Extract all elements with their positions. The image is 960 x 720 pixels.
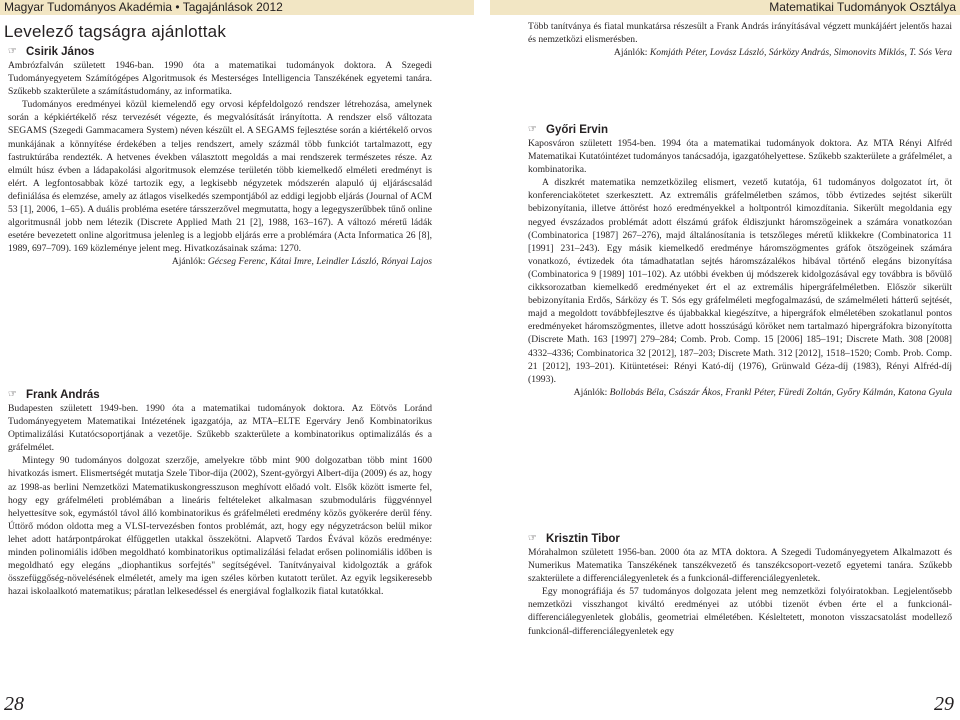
recommenders-names: Bollobás Béla, Császár Ákos, Frankl Péter, Füredi Zoltán, Győry Kálmán, Katona Gyula: [609, 386, 952, 398]
entry-paragraph: A diszkrét matematika nemzetközileg elismert, vezető kutatója, 61 tudományos dolgozatot írt, öt konferenciakötetet szerkesztett. Az extremális gráfelméletben számos, több évtizedes sejtést sikerült bebizonyítania, illetve áttörést hozó eredményekkel a holtpontról kimozdítania. Sikerült megoldania egy negyed évszázados problémát adott élszámú gráfok éldiszjunkt háromszögeinek a számára vonatkozóan (Combinatorica [1987] 267–276), majd általánosítania is tetszőleges méretű klikkekre (Combinatorica 11 [1991] 231–243). Egy másik kiemelkedő eredménye háromszögmentes gráfok ötszögeinek számára vonatkozó, évtizedek óta támadhatatlan sejtés háromszázalékos hibával történő elegáns bizonyítása (Combinatorica 9 [1989] 101–102). Az utóbbi években új módszerek kidolgozásával egy továbbra is bővülő cikksorozatban kiemelkedő eredményeket ért el az extremális hipergráfelméletben. Először sikerült bebizonyítania Erdős, Sárközy és T. Sós egy gráfelméleti megfogalmazású, de számelméleti hátterű sejtését, majd a megoldott továbbfejlesztve és újabbakkal kiegészítve, a hipergráfok elméletében szokatlanul pontos eredményeket háromszögmentes, illetve adott hosszúságú köröket nem tartalmazó hipergráfokra bizonyította (Discrete Math. 163 [1997] 279–284; Comb. Prob. Comp. 15 [2006] 185–191; Discrete Math. 308 [2008] 4332–4336; Combinatorica 32 [2012], 187–203; Discrete Math. 312 [2012], 1518–1520; Comb. Prob. Comp. 21 [2012], 193–201). Kitüntetései: Rényi Kató-díj (1976), Grünwald Géza-díj (1983), Rényi Alfréd-díj (1993).: [528, 177, 952, 385]
entry-paragraph: Egy monográfiája és 57 tudományos dolgozata jelent meg nemzetközi folyóiratokban. Legjelentősebb nemzetközi visszhangot kiváltó eredményei az utóbbi tizenöt évben érte el a funkcionál-differenciálegyenletek globális, geometriai elméletében. Késleltetett, monoton visszacsatolást modellező funkcionál-differenciálegyenletek egy: [528, 586, 952, 637]
running-header-left: Magyar Tudományos Akadémia • Tagajánlások 2012: [0, 0, 474, 15]
entry-paragraph: Több tanítványa és fiatal munkatársa részesült a Frank András irányításával végzett munkájáért jelentős hazai és nemzetközi elismerésben.: [528, 21, 952, 46]
entry-paragraph: Mórahalmon született 1956-ban. 2000 óta az MTA doktora. A Szegedi Tudományegyetem Alkalmazott és Numerikus Matematika Tanszékének tanszékvezető és tanszékcsoport-vezető egyetemi tanára. Szűkebb szakterülete a differenciálegyenletek és a funkcionál-differenciálegyenletek.: [528, 547, 952, 585]
entry-paragraph: Ambrózfalván született 1946-ban. 1990 óta a matematikai tudományok doktora. A Szegedi Tudományegyetem Számítógépes Algoritmusok és Mesterséges Intelligencia Tanszékének egyetemi tanára. Szűkebb szakterülete a számítástudomány, az informatika.: [8, 60, 432, 98]
recommenders-names: Komjáth Péter, Lovász László, Sárközy András, Simonovits Miklós, T. Sós Vera: [649, 47, 952, 59]
section-title: Levelező tagságra ajánlottak: [4, 22, 227, 41]
entry-paragraph: Budapesten született 1949-ben. 1990 óta a matematikai tudományok doktora. Az Eötvös Loránd Tudományegyetem Matematikai Intézetének igazgatója, az MTA–ELTE Egerváry Jenő Kombinatorikus Optimalizálási Kutatócsoportjának a vezetője. Szűkebb szakterülete a kombinatorikus optimalizálás és a gráfelmélet.: [8, 403, 432, 454]
entry-name: Csirik János: [26, 46, 95, 58]
recommenders-label: Ajánlók:: [171, 256, 206, 268]
entry-paragraph: Tudományos eredményei közül kiemelendő egy orvosi képfeldolgozó rendszer létrehozása, amelynek során a képkiértékelő rész tervezését végezte, és megvalósítását irányította. A rendszer első változata SEGAMS (Szegedi Gammacamera System) néven készült el. A SEGAMS fejlesztése során a kiértékelő orvos munkájának a könnyítése érdekében a teljes rendszert, amely százmál több funkciót tartalmazott, egy fastruktúrába rendezték. A hetvenes években választott megoldás a mai rendszerek természetes része. Az elmúlt húsz évben a ládapakolási algoritmusok elemzése területén több kiemelkedő elméleti eredményt is elért. A legfontosabbak közé tartozik egy, a legkisebb négyzetek módszerén alapuló új eljáráscsalád definiálása és elemzése, amely az átlagos viselkedés szempontjából az eddigi legjobb eljárás (Journal of ACM 53 [1], 2006, 1–65). A duális probléma esetére társszerzővel megmutatta, hogy a legegyszerűbbek tűnő online algoritmusnál jobb nem létezik (Discrete Applied Math 21 [2], 1988, 163–167). A változó méretű ládák esetére bevezetett online algoritmusa jelenleg is a legjobb eljárás erre a problémára (Acta Informatica 26 [8], 1989, 697–709). 169 közleménye jelent meg. Hivatkozásainak száma: 1270.: [8, 99, 432, 255]
entry-frank: [8, 388, 432, 598]
recommenders: [528, 386, 952, 399]
page-number-left: 28: [4, 693, 24, 715]
recommenders: [528, 46, 952, 59]
entry-frank-continuation: [528, 20, 952, 59]
recommenders-names: Gécseg Ferenc, Kátai Imre, Leindler László, Rónyai Lajos: [207, 256, 432, 268]
running-header-right: Matematikai Tudományok Osztálya: [490, 0, 960, 15]
recommenders-label: Ajánlók:: [573, 386, 608, 398]
page-number-right: 29: [934, 693, 954, 715]
entry-csirik: [8, 45, 432, 269]
entry-name: Krisztin Tibor: [546, 533, 620, 545]
entry-paragraph: Kaposváron született 1954-ben. 1994 óta a matematikai tudományok doktora. Az MTA Rényi Alfréd Matematikai Kutatóintézet tudományos tanácsadója, igazgatóhelyettese. Szűkebb szakterülete a gráfelmélet, a kombinatorika.: [528, 138, 952, 176]
entry-krisztin: [528, 532, 952, 638]
entry-gyori: [528, 123, 952, 399]
hand-pointing-icon: ☞: [528, 533, 534, 544]
hand-pointing-icon: ☞: [528, 124, 534, 135]
recommenders-label: Ajánlók:: [613, 47, 648, 59]
hand-pointing-icon: ☞: [8, 389, 14, 400]
entry-name: Frank András: [26, 389, 100, 401]
entry-paragraph: Mintegy 90 tudományos dolgozat szerzője, amelyekre több mint 900 dolgozatban több mint 1600 hivatkozás ismert. Elismertségét mutatja Szele Tibor-díja (2002), Szent-györgyi Albert-díja (2009) és az, hogy az 1998-as berlini Nemzetközi Matematikuskongresszuson meghívott előadó volt. Elsők között ismerte fel, hogy egy gráfelméleti problémában a lineáris feltételeket alkalmasan szubmoduláris függvénnyel helyettesítve sok, egymástól távol álló kombinatorikus és gráfelméleti eredmény közös gyökerére derül fény. Úttörő módon oldotta meg a VLSI-tervezésben fontos problémát, azt, hogy egy négyzetrácson belül mikor lehet adott határpontpárokat élfüggetlen utakkal összekötni. Alapvető Tardos Évával közös eredménye: minden polinomiális időben megoldható kombinatorikus optimalizálási feladat erősen polinomiális időben is megoldható egy elegáns „diophantikus sorfejtés" segítségével. Tanítványaival kidolgozták a gráfok összefüggőség-növelésének elméletét, amely ma igen széles körben kutatott terület. Az egyik legsikeresebb hazai iskolaalkotó matematikus; páratlan lelkesedéssel és energiával foglalkozik fiatal kutatókkal.: [8, 455, 432, 598]
hand-pointing-icon: ☞: [8, 46, 14, 57]
entry-name: Győri Ervin: [546, 124, 608, 136]
recommenders: [8, 255, 432, 268]
